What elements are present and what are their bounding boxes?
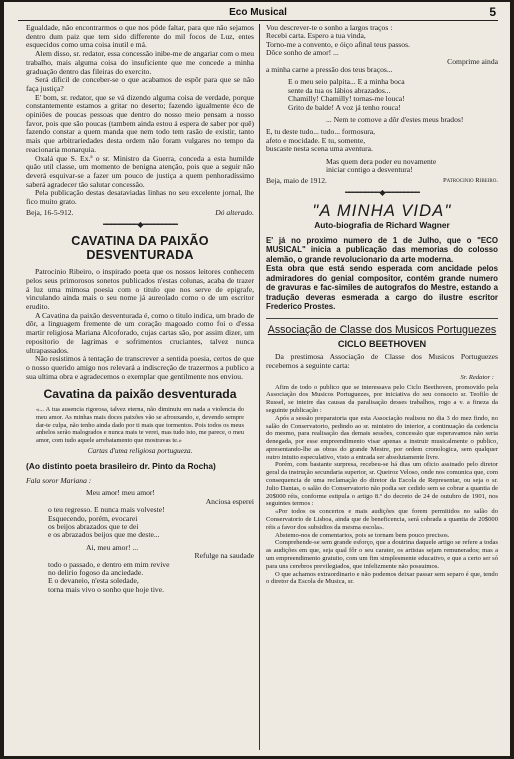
journal-title: Eco Musical <box>229 7 287 18</box>
assoc-paragraph: Comprehende-se sem grande esforço, que a doutrina daquele artigo se refere a todas as audições em que, seja qual fôr o seu carater, os artistas sejam remunerados; mas a um empreendimento gratuito, com um fim simplesmente educativo, e que a certo ser só para uns cerebros previlegiados, que infelizmente não possuimos. <box>266 539 498 570</box>
letter-paragraph: E' bom, sr. redator, que se vá dizendo alguma coisa de verdade, porque constantemente estamos a gritar no deserto; fazendo igualmente éco de opiniões de poucas pessoas que dentro do nosso meio pensam a nosso favor, pois que são poucas (tambem ainda estou á espera de saber por quê) fazendo constar a quem manda que nem todo tem rasão de existir, tanto mais que arbitrariedades desta ordem não foram vulgares no tempo da reacionaria monarquia. <box>26 92 254 154</box>
left-column <box>26 24 254 594</box>
assoc-salutation: Sr. Redator : <box>460 373 494 381</box>
poem-author: Patrocinio Ribeiro. <box>443 176 498 184</box>
page-header <box>18 6 498 21</box>
poem-line: E o meu seio palpita... E a minha boca <box>288 77 405 87</box>
poem-title: Cavatina da paixão desventurada <box>43 387 237 402</box>
section-paragraph: Não resistimos á tentação de transcrever a sentida poesia, certos de que o nosso querido amigo nos relevará a indiscreção de trazermos a publico a sua ultima obra e agradecemos o exemplar que gentilmente nos enviou. <box>26 354 254 381</box>
assoc-subtitle: CICLO BEETHOVEN <box>337 338 427 349</box>
poem-line: no delirio fogoso da anciedade. <box>48 568 144 578</box>
assoc-paragraph: Afim de todo o publico que se interessava pelo Ciclo Beethoven, promovido pela Associação dos Musicos Portuguezes, por iniciativa do seu consocio sr. Teofilo de Russel, se inteire das causas da paralisação desses trabalhos, rogo a v. a fineza da seguinte publicação : <box>266 383 498 414</box>
poem-line: Refulge na saudade <box>194 551 254 561</box>
assoc-letter <box>266 384 498 587</box>
poem-line: E, tu deste tudo... tudo... formosura, <box>266 127 376 137</box>
assoc-paragraph: O que achamos extraordinario e não podemos deixar passar sem separo é que, tendo o diretor da Escola de Musica, sr. <box>266 570 498 586</box>
poem-line: os beijos abrazados que te dei <box>48 522 139 532</box>
poem-line: todo o passado, e dentro em mim revive <box>48 559 170 569</box>
letter-paragraph: Será dificil de conceber-se o que acabamos de espôr para que se não faça justiça? <box>26 75 254 93</box>
poem-signature <box>266 177 498 186</box>
poem-continuation <box>266 24 498 175</box>
letter-article <box>26 24 254 217</box>
poem-line: Grito de balde! A voz já tenho rouca! <box>288 102 401 112</box>
poem-line: e os abrazados beijos que me deste... <box>48 530 160 540</box>
poem-line: o teu regresso. E nunca mais volveste! <box>48 505 165 515</box>
minha-vida-title: "A MINHA VIDA" <box>312 201 452 220</box>
newspaper-page <box>4 2 510 756</box>
letter-paragraph: Pela publicação destas desataviadas linhas no seu excelente jornal, lhe fico muito grato. <box>26 188 254 207</box>
poem-line: a minha carne a pressão dos teus braços... <box>266 65 393 75</box>
poem-line: Vou descrever-te o sonho a largos traços : <box>266 23 393 32</box>
poem-place-date: Beja, maio de 1912. <box>266 175 327 185</box>
announcement-paragraph: E' já no proximo numero de 1 de Julho, que o "ECO MUSICAL" inicia a publicação das memorias do colosso alemão, o grande revolucionario da arte moderna. <box>266 235 498 264</box>
section-title: CAVATINA DA PAIXÃO DESVENTURADA <box>71 234 209 263</box>
poem-line: Comprime ainda <box>447 56 498 66</box>
poem-verse <box>26 489 254 594</box>
poem-line: Esquecendo, porém, evocarei <box>48 513 138 523</box>
poem-line: Torno-me a convento, e óiço afinal teus passos. <box>266 39 410 49</box>
poem-line: buscaste nesta scena uma aventura. <box>266 144 373 154</box>
assoc-paragraph: Após a sessão preparatoria que esta Associação realisou no dia 3 do mez findo, no salão do Conservatorio, pedindo ao sr. ministro do interior, a continuação da cedencia do mesmo, para realisação das demais sessões, concessão que esperavamos não seria denegada, por esse empreendimento visar apenas a instruir musicalmente o publico, apresentando-lhe as obras do grande Mestre, por ordem cronologica, sem qualquer outro intuito especulativo, visto a entrada ser absolutamente livre. <box>266 414 498 461</box>
poem-line: Chamilly! Chamilly! tornas-me louca! <box>288 94 405 104</box>
assoc-title: Associação de Classe dos Musicos Portuguezes <box>267 323 497 336</box>
right-column <box>266 24 498 586</box>
letter-paragraph: Egualdade, não encontrarmos o que nos póde faltar, para que não sejamos dentro dum paiz que tem sido differente do mil focos de Luz, entes esquecidos como uma coisa inutil e má. <box>26 23 254 50</box>
letter-place-date: Beja, 16-5-912. <box>26 207 74 217</box>
poem-line: Ai, meu amor! ... <box>86 542 139 552</box>
assoc-intro: Da prestimosa Associação de Classe dos Musicos Portuguezes recebemos a seguinte carta: <box>266 352 498 371</box>
section-paragraph: A Cavatina da paixão desventurada é, como o titulo indica, um brado de dôr, a linguagem fremente de um coração magoado como foi o d'essa martir religiosa Mariana Alcoforado, cujas cartas são, por assim dizer, um repositorio de lagrimas e sofrimentos cruciantes, talvez nunca ultrapassados. <box>26 310 254 355</box>
poem-line: afeto e mocidade. E tu, somente, <box>266 135 366 145</box>
minha-vida-subtitle: Auto-biografia de Richard Wagner <box>314 219 450 230</box>
ornament-divider: ━━━━━━━━━◆━━━━━━━━━ <box>103 220 177 230</box>
letter-paragraph: Alem disso, sr. redator, essa concessão inibe-me de angariar com o meu trabalho, mais alguma coisa do insuficiente que me concede a minha graduação dentro das fileiras do exercito. <box>26 49 254 76</box>
column-divider <box>259 24 260 750</box>
minha-vida-announcement <box>266 236 498 319</box>
page-number: 5 <box>489 5 496 19</box>
poem-epigraph: «... A tua ausencia rigorosa, talvez eterna, não diminuiu em nada a violencia do meu amor. As minhas mais doces paixões vão se afrouxando, e, devendo sempre dar-te culpa, não tenho ainda dado por ti mais que tormentos. Pois todos os meus anhelos serão malogrados e nunca mais te verei, mas tudo isto, me parece, o meu amor, com tudo aquele arrebatamento que mostravas te.» <box>36 406 244 444</box>
poem-opening: Fala soror Mariana : <box>26 475 92 485</box>
poem-line: sente da tua os lábios abrazados... <box>288 85 391 95</box>
poem-line: Anciosa esperei <box>205 496 254 506</box>
poem-line: Dôce sonho de amor! ... <box>266 48 339 58</box>
letter-signature <box>26 209 254 218</box>
poem-line: torna mais vivo o sonho que hoje tive. <box>48 584 164 594</box>
poem-dedication: (Ao distinto poeta brasileiro dr. Pinto da Rocha) <box>26 460 216 471</box>
poem-line: ... Nem te comove a dôr d'estes meus brados! <box>326 115 464 125</box>
poem-epigraph-source: Cartas d'uma religiosa portugueza. <box>87 446 193 456</box>
poem-line: Mas quem dera poder eu novamente <box>326 156 437 166</box>
assoc-paragraph: «Por todos os concertos e mais audições que forem permitidos no salão do Conservatorio de Lisboa, ainda que de beneficencia, será cobrada a quantia de 20$000 réis a favor dos subsidios da mesma escola». <box>266 508 498 531</box>
letter-paragraph: Oxalá que S. Ex.ª o sr. Ministro da Guerra, conceda a esta humilde quão util classe, um momento de benigna atenção, pois que a seguir não deverá esquivar-se a fazer um pouco de justiça a quem penhoradíssimo saberá agradecer tão salutar concessão. <box>26 153 254 189</box>
letter-signoff: Dó alterado. <box>215 207 254 217</box>
poem-line: iniciar contigo a desventura! <box>326 165 413 175</box>
announcement-paragraph: Esta obra que está sendo esperada com ancidade pelos admiradores do genial compositor, contém grande numero de gravuras e fac-similes de autografos do Mestre, estando a tradução deveras esmerada a cargo do ilustre escritor Frederico Prostes. <box>266 264 498 312</box>
poem-line: E o devaneio, n'esta soledade, <box>48 576 139 586</box>
ornament-divider: ━━━━━━━━━◆━━━━━━━━━ <box>345 188 419 198</box>
assoc-paragraph: Porém, com bastante surpresa, recebeu-se há dias um oficio assinado pelo diretor geral da instrução secundaria superior, sr. Queiroz Veloso, onde nos comunica que, com consequencia de uma reclamação do diretor da Escola de Representar, ou seja o sr. Julio Dantas, o salão do Conservatorio não podia ser cedido sem se cobrar a quantia de 20$000 réis, conforme estipula o artigo 8.º do decreto de 24 de outubro de 1901, nos seguintes termos : <box>266 461 498 508</box>
assoc-paragraph: Abstemo-nos de comentarios, pois se tornam bem pouco precisos. <box>275 531 450 539</box>
poem-line: Recebi carta. Espero a tua vinda, <box>266 31 366 41</box>
poem-line: Meu amor! meu amor! <box>86 488 155 498</box>
section-paragraph: Patrocinio Ribeiro, o inspirado poeta que os nossos leitores conhecem pelos seus primorosos sonetos publicados n'estas colunas, acaba de trazer á luz uma mimosa poesia com o titulo que nos serve de epigrafe, vinculando ainda mais o seu nome já aureolado como o de um escritor erudito. <box>26 267 254 311</box>
